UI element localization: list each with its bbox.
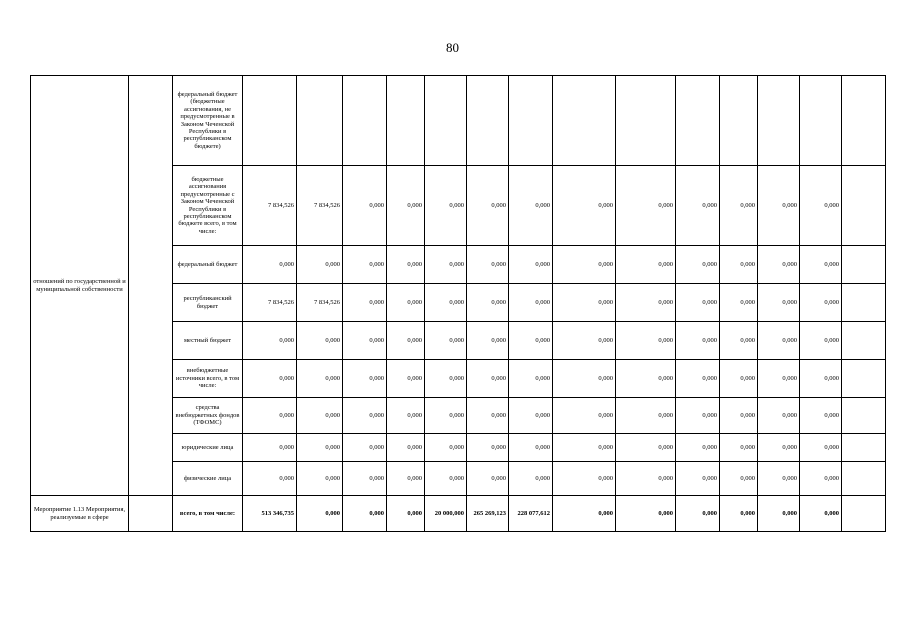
value-cell (842, 360, 886, 398)
value-cell: 0,000 (425, 246, 467, 284)
value-cell: 0,000 (425, 462, 467, 496)
value-cell (758, 76, 800, 166)
value-cell: 0,000 (758, 434, 800, 462)
value-cell: 0,000 (553, 360, 616, 398)
value-cell (387, 76, 425, 166)
value-cell: 0,000 (676, 360, 720, 398)
value-cell (842, 284, 886, 322)
value-cell: 0,000 (676, 284, 720, 322)
event-name-cell: Мероприятие 1.13 Мероприятия, реализуемые в сфере (31, 496, 129, 532)
value-cell: 0,000 (425, 360, 467, 398)
value-cell: 0,000 (343, 322, 387, 360)
value-cell: 0,000 (720, 398, 758, 434)
value-cell: 0,000 (467, 284, 509, 322)
value-cell: 0,000 (800, 246, 842, 284)
value-cell: 0,000 (343, 398, 387, 434)
value-cell: 0,000 (387, 284, 425, 322)
value-cell: 0,000 (616, 284, 676, 322)
value-cell: 0,000 (509, 462, 553, 496)
budget-table (30, 75, 886, 532)
value-cell: 0,000 (553, 322, 616, 360)
value-cell: 0,000 (720, 284, 758, 322)
value-cell (800, 76, 842, 166)
value-cell: 0,000 (509, 322, 553, 360)
value-cell (842, 246, 886, 284)
value-cell: 0,000 (467, 434, 509, 462)
value-cell: 0,000 (616, 166, 676, 246)
value-cell: 0,000 (509, 284, 553, 322)
value-cell: 0,000 (676, 246, 720, 284)
value-cell: 0,000 (343, 360, 387, 398)
value-cell: 0,000 (343, 284, 387, 322)
value-cell: 0,000 (387, 398, 425, 434)
value-cell: 0,000 (467, 360, 509, 398)
value-cell: 0,000 (509, 434, 553, 462)
value-cell (467, 76, 509, 166)
value-cell: 0,000 (720, 322, 758, 360)
value-cell: 0,000 (243, 462, 297, 496)
funding-source-cell: юридические лица (173, 434, 243, 462)
value-cell: 0,000 (297, 398, 343, 434)
funding-source-cell: физические лица (173, 462, 243, 496)
value-cell: 0,000 (758, 360, 800, 398)
value-cell: 0,000 (553, 166, 616, 246)
value-cell (842, 76, 886, 166)
value-cell: 0,000 (297, 322, 343, 360)
event-name-cell: отношений по государственной и муниципальной собственности (31, 76, 129, 496)
value-cell (343, 76, 387, 166)
value-cell: 0,000 (553, 398, 616, 434)
value-cell: 0,000 (387, 496, 425, 532)
value-cell: 0,000 (553, 284, 616, 322)
value-cell: 0,000 (467, 246, 509, 284)
value-cell: 0,000 (509, 166, 553, 246)
value-cell (243, 76, 297, 166)
funding-source-cell: федеральный бюджет (бюджетные ассигнования, не предусмотренные в Законом Чеченской Республики в республиканском бюджете) (173, 76, 243, 166)
value-cell: 0,000 (800, 434, 842, 462)
value-cell: 0,000 (676, 434, 720, 462)
value-cell: 0,000 (425, 166, 467, 246)
value-cell: 0,000 (387, 434, 425, 462)
value-cell: 0,000 (509, 398, 553, 434)
value-cell: 0,000 (720, 496, 758, 532)
value-cell: 513 346,735 (243, 496, 297, 532)
value-cell (616, 76, 676, 166)
value-cell: 0,000 (758, 398, 800, 434)
value-cell: 0,000 (467, 166, 509, 246)
value-cell: 0,000 (553, 246, 616, 284)
value-cell (842, 496, 886, 532)
value-cell: 0,000 (676, 322, 720, 360)
value-cell: 7 834,526 (243, 166, 297, 246)
executor-cell (129, 496, 173, 532)
value-cell: 7 834,526 (297, 166, 343, 246)
value-cell: 0,000 (343, 246, 387, 284)
value-cell (720, 76, 758, 166)
value-cell: 0,000 (553, 462, 616, 496)
funding-source-cell: республиканский бюджет (173, 284, 243, 322)
value-cell: 0,000 (425, 284, 467, 322)
value-cell: 0,000 (553, 434, 616, 462)
value-cell (509, 76, 553, 166)
value-cell: 0,000 (676, 166, 720, 246)
value-cell: 0,000 (243, 246, 297, 284)
value-cell (553, 76, 616, 166)
funding-source-cell: внебюджетные источники всего, в том числе: (173, 360, 243, 398)
value-cell: 0,000 (616, 246, 676, 284)
value-cell: 0,000 (800, 166, 842, 246)
value-cell: 228 077,612 (509, 496, 553, 532)
funding-source-cell: федеральный бюджет (173, 246, 243, 284)
value-cell: 0,000 (800, 496, 842, 532)
value-cell (842, 462, 886, 496)
value-cell: 0,000 (297, 462, 343, 496)
value-cell: 0,000 (720, 246, 758, 284)
value-cell: 0,000 (387, 322, 425, 360)
value-cell: 0,000 (758, 246, 800, 284)
value-cell: 0,000 (800, 398, 842, 434)
value-cell: 0,000 (387, 246, 425, 284)
value-cell: 0,000 (758, 322, 800, 360)
value-cell: 0,000 (758, 462, 800, 496)
value-cell: 0,000 (553, 496, 616, 532)
funding-source-cell: местный бюджет (173, 322, 243, 360)
value-cell: 0,000 (800, 322, 842, 360)
value-cell: 0,000 (758, 496, 800, 532)
value-cell: 0,000 (297, 246, 343, 284)
value-cell: 0,000 (720, 462, 758, 496)
value-cell: 0,000 (616, 398, 676, 434)
value-cell: 0,000 (343, 462, 387, 496)
value-cell: 0,000 (758, 284, 800, 322)
value-cell: 0,000 (616, 322, 676, 360)
value-cell (842, 322, 886, 360)
value-cell (425, 76, 467, 166)
value-cell: 0,000 (509, 360, 553, 398)
value-cell: 0,000 (616, 462, 676, 496)
value-cell: 0,000 (720, 166, 758, 246)
value-cell: 7 834,526 (243, 284, 297, 322)
value-cell (842, 398, 886, 434)
funding-source-cell: бюджетные ассигнования предусмотренные с Законом Чеченской Республики в республиканском бюджете всего, в том числе: (173, 166, 243, 246)
table-row (31, 496, 886, 532)
value-cell: 0,000 (616, 496, 676, 532)
value-cell: 0,000 (387, 360, 425, 398)
value-cell: 0,000 (297, 434, 343, 462)
value-cell: 0,000 (243, 434, 297, 462)
value-cell: 0,000 (243, 360, 297, 398)
value-cell: 0,000 (758, 166, 800, 246)
value-cell: 0,000 (800, 462, 842, 496)
value-cell: 0,000 (676, 496, 720, 532)
value-cell (842, 434, 886, 462)
value-cell: 0,000 (800, 284, 842, 322)
value-cell: 0,000 (425, 322, 467, 360)
value-cell: 0,000 (720, 434, 758, 462)
value-cell: 265 269,123 (467, 496, 509, 532)
value-cell: 0,000 (243, 398, 297, 434)
value-cell: 0,000 (467, 462, 509, 496)
value-cell: 0,000 (425, 398, 467, 434)
value-cell: 0,000 (467, 322, 509, 360)
executor-cell (129, 76, 173, 496)
value-cell: 0,000 (343, 434, 387, 462)
value-cell: 0,000 (425, 434, 467, 462)
value-cell: 0,000 (720, 360, 758, 398)
value-cell: 0,000 (387, 462, 425, 496)
value-cell: 0,000 (800, 360, 842, 398)
value-cell: 0,000 (343, 166, 387, 246)
value-cell: 0,000 (387, 166, 425, 246)
value-cell: 0,000 (297, 360, 343, 398)
value-cell: 20 000,000 (425, 496, 467, 532)
page-number: 80 (446, 40, 459, 55)
value-cell: 0,000 (509, 246, 553, 284)
table-row (31, 76, 886, 166)
funding-source-cell: средства внебюджетных фондов (ТФОМС) (173, 398, 243, 434)
value-cell (842, 166, 886, 246)
value-cell: 7 834,526 (297, 284, 343, 322)
value-cell: 0,000 (343, 496, 387, 532)
value-cell: 0,000 (467, 398, 509, 434)
value-cell: 0,000 (676, 398, 720, 434)
value-cell: 0,000 (243, 322, 297, 360)
value-cell: 0,000 (616, 360, 676, 398)
funding-source-cell: всего, в том числе: (173, 496, 243, 532)
value-cell (676, 76, 720, 166)
value-cell (297, 76, 343, 166)
value-cell: 0,000 (676, 462, 720, 496)
value-cell: 0,000 (297, 496, 343, 532)
value-cell: 0,000 (616, 434, 676, 462)
